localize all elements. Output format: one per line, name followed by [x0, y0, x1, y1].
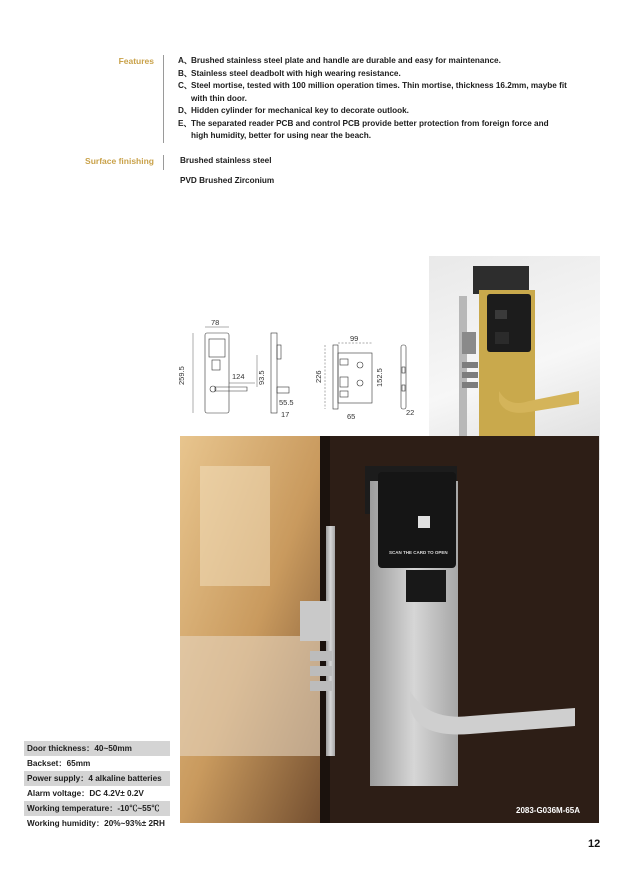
spec-row: Door thickness：40~50mm [24, 741, 170, 756]
dim-226: 226 [314, 370, 323, 383]
page-number: 12 [588, 838, 601, 850]
dim-93-5: 93.5 [257, 370, 266, 385]
spec-list [24, 741, 170, 831]
spec-row: Backset：65mm [27, 759, 91, 768]
features-list [178, 55, 568, 143]
feature-item: D、 Hidden cylinder for mechanical key to decorate outlook. [178, 106, 409, 115]
dim-17: 17 [281, 410, 290, 419]
dim-124: 124 [232, 372, 245, 381]
photo-caption-big: 2083-G036M-65A [516, 806, 581, 815]
surface-finishing-label: Surface finishing [85, 156, 154, 166]
hotel-room-lock-illustration [180, 436, 599, 823]
dim-259-5: 259.5 [177, 366, 186, 385]
feature-item: A、 Brushed stainless steel plate and handle are durable and easy for maintenance. [178, 56, 501, 65]
dim-22: 22 [406, 408, 415, 417]
dim-78: 78 [211, 318, 220, 327]
spec-row: Power supply：4 alkaline batteries [24, 771, 170, 786]
feature-item: B、 Stainless steel deadbolt with high wearing resistance. [178, 68, 401, 78]
spec-row: Alarm voltage：DC 4.2V± 0.2V [27, 789, 144, 798]
mortise-view [333, 345, 406, 409]
product-photo-gold [429, 256, 600, 460]
product-photo-steel [180, 436, 599, 823]
dim-65: 65 [347, 412, 356, 421]
surface-divider [163, 155, 164, 170]
finish-item: PVD Brushed Zirconium [180, 176, 275, 185]
features-divider [163, 55, 164, 143]
dim-99: 99 [350, 334, 359, 343]
feature-item: E、 The separated reader PCB and control PCB provide better protection from foreign force and high humidity, better for using near the beach. [178, 118, 549, 140]
spec-row: Working temperature：-10℃~55℃ [24, 801, 170, 816]
finish-item: Brushed stainless steel [180, 156, 272, 165]
dimension-drawings [175, 315, 430, 425]
features-label: Features [118, 56, 154, 66]
dim-152-5: 152.5 [375, 368, 384, 387]
feature-item: C、 Steel mortise, tested with 100 million operation times. Thin mortise, thickness 16.2mm, maybe fit with thin door. [178, 81, 567, 103]
reader-instruction: SCAN THE CARD TO OPEN [389, 550, 448, 555]
gold-lock-illustration [429, 256, 600, 460]
spec-row: Working humidity：20%~93%± 2RH [27, 819, 165, 828]
dim-55-5: 55.5 [279, 398, 294, 407]
